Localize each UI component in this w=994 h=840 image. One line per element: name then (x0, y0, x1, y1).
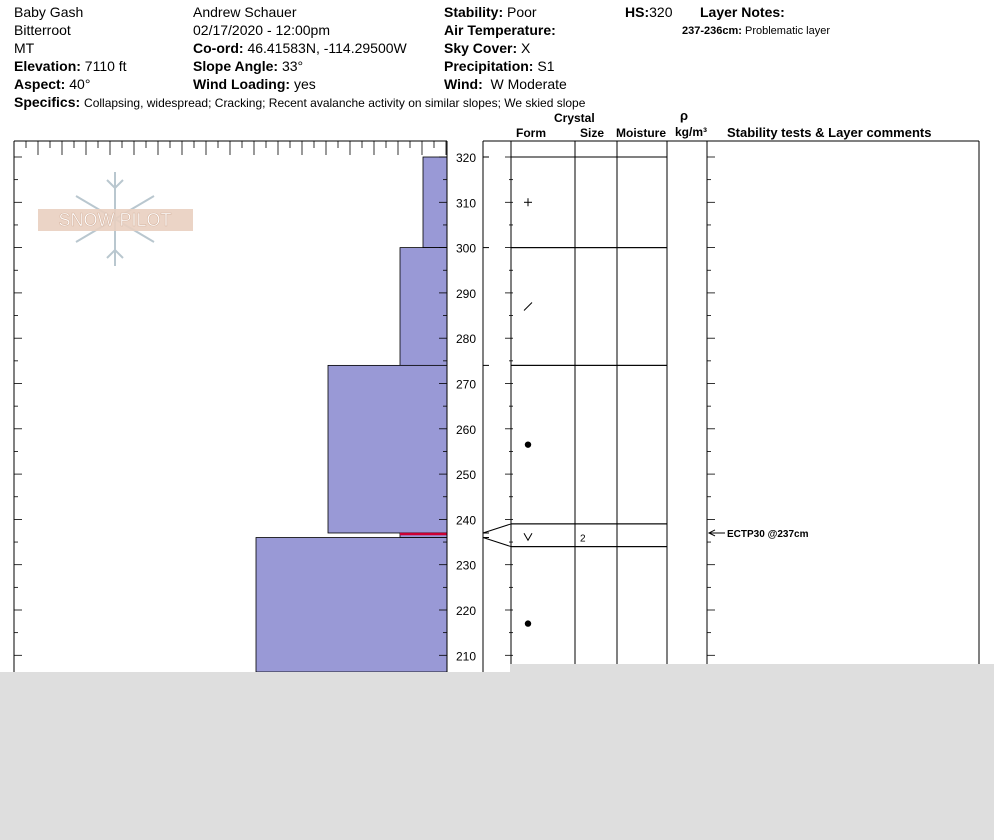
density-unit-header: kg/m³ (675, 125, 708, 139)
location-name: Baby Gash (14, 4, 84, 20)
hs-label: HS: (625, 4, 650, 20)
precip-label: Precipitation: (444, 58, 534, 74)
elevation-label: Elevation: (14, 58, 81, 74)
depth-tick-label: 290 (455, 286, 477, 301)
snowpilot-logo (38, 172, 193, 266)
hardness-bar (328, 365, 447, 533)
coord-label: Co-ord: (193, 40, 244, 56)
state-name: MT (14, 40, 35, 56)
specifics-value: Collapsing, widespread; Cracking; Recent avalanche activity on similar slopes; We skied slope (84, 96, 586, 110)
wind-value: W Moderate (490, 76, 567, 92)
stability-test-label: ECTP30 @237cm (727, 528, 809, 540)
logo-text: SNOW PILOT (58, 210, 172, 230)
stability-comments-header: Stability tests & Layer comments (727, 125, 932, 140)
depth-tick-label: 250 (455, 468, 477, 483)
specifics-label: Specifics: (14, 94, 81, 110)
slope-label: Slope Angle: (193, 58, 279, 74)
layer-connector (483, 538, 511, 547)
grain-form-decomposing (524, 302, 532, 310)
rho-header: ρ (680, 108, 689, 123)
stability-value: Poor (507, 4, 537, 20)
grain-form-round (525, 441, 531, 447)
depth-tick-label: 310 (455, 196, 477, 211)
depth-tick-label: 320 (455, 151, 477, 165)
hs-value: 320 (649, 4, 673, 20)
depth-tick-label: 280 (455, 332, 477, 347)
grain-size-label: 2 (580, 533, 586, 545)
hardness-bar (400, 248, 447, 366)
size-header: Size (580, 126, 605, 140)
precip-value: S1 (537, 58, 555, 74)
range-name: Bitterroot (14, 22, 71, 38)
grain-form-depth-hoar (524, 533, 532, 540)
observer-name: Andrew Schauer (193, 4, 297, 20)
depth-tick-label: 240 (455, 513, 477, 528)
moisture-header: Moisture (616, 126, 667, 140)
wind-loading-value: yes (293, 76, 316, 92)
depth-tick-label: 220 (455, 604, 477, 618)
layer-note-depth: 237-236cm: (682, 25, 742, 37)
stability-label: Stability: (444, 4, 504, 20)
form-header: Form (516, 126, 546, 140)
wind-loading-label: Wind Loading: (193, 76, 291, 92)
depth-tick-label: 300 (455, 241, 477, 256)
hardness-bar (256, 538, 447, 672)
elevation-value: 7110 ft (84, 58, 127, 74)
aspect-value: 40° (69, 76, 91, 92)
layer-note-text: Problematic layer (745, 25, 830, 37)
air-temp-label: Air Temperature: (444, 22, 556, 38)
crystal-header: Crystal (554, 111, 595, 125)
aspect-label: Aspect: (14, 76, 66, 92)
coord-value: 46.41583N, -114.29500W (247, 40, 407, 56)
layer-connector (483, 524, 511, 533)
grain-form-round (525, 620, 531, 626)
sky-label: Sky Cover: (444, 40, 518, 56)
depth-tick-label: 230 (455, 558, 477, 573)
depth-tick-label: 270 (455, 377, 477, 392)
slope-value: 33° (281, 58, 304, 74)
wind-label: Wind: (444, 76, 483, 92)
depth-tick-label: 210 (455, 649, 477, 664)
layer-notes-label: Layer Notes: (700, 4, 785, 20)
observation-datetime: 02/17/2020 - 12:00pm (193, 22, 330, 38)
sky-value: X (521, 40, 531, 56)
depth-tick-label: 260 (455, 422, 477, 437)
footer-area-notch (510, 664, 994, 674)
footer-area (0, 672, 994, 840)
